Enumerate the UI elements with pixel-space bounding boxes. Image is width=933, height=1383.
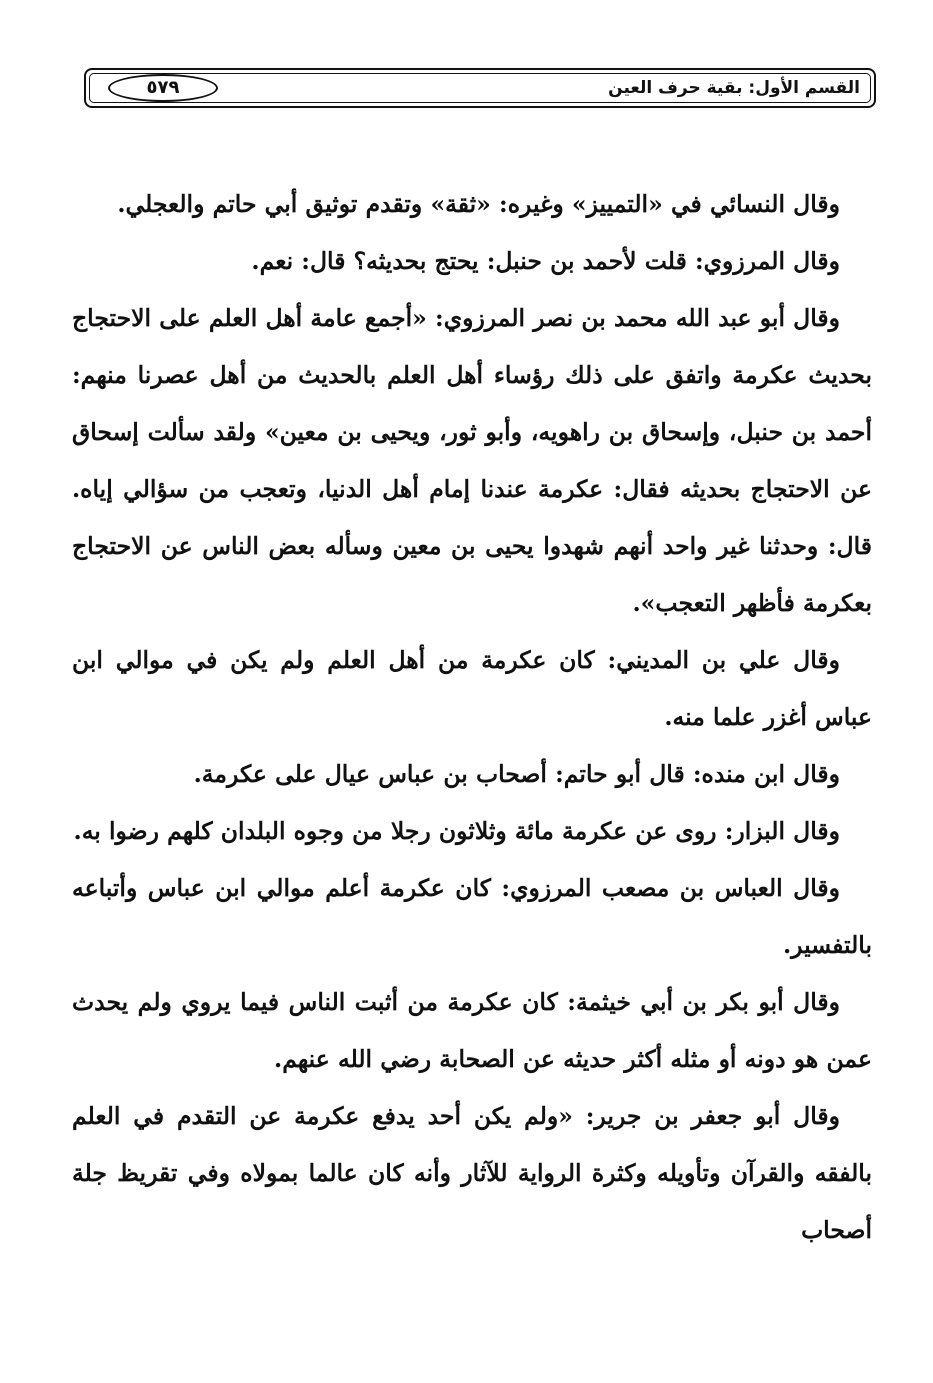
- paragraph-2: وقال المرزوي: قلت لأحمد بن حنبل: يحتج بحديثه؟ قال: نعم.: [251, 247, 840, 275]
- paragraph-6: وقال البزار: روى عن عكرمة مائة وثلاثون رجلا من وجوه البلدان كلهم رضوا به.: [73, 817, 840, 845]
- running-header: [84, 68, 876, 108]
- page-number-badge: ٥٧٩: [108, 74, 218, 102]
- paragraph-8: وقال أبو بكر بن أبي خيثمة: كان عكرمة من أثبت الناس فيما يروي ولم يحدث عمن هو دونه أو مثله أكثر حديثه عن الصحابة رضي الله عنهم.: [72, 988, 872, 1073]
- body-text: [72, 176, 872, 1259]
- header-title: القسم الأول: بقية حرف العين: [608, 78, 860, 98]
- paragraph-3: وقال أبو عبد الله محمد بن نصر المرزوي: «أجمع عامة أهل العلم على الاحتجاج بحديث عكرمة واتفق على ذلك رؤساء أهل العلم بالحديث من أهل عصرنا منهم: أحمد بن حنبل، وإسحاق بن راهويه، وأبو ثور، ويحيى بن معين» ولقد سألت إسحاق عن الاحتجاج بحديثه فقال: عكرمة عندنا إمام أهل الدنيا، وتعجب من سؤالي إياه. قال: وحدثنا غير واحد أنهم شهدوا يحيى بن معين وسأله بعض الناس عن الاحتجاج بعكرمة فأظهر التعجب».: [72, 304, 872, 617]
- paragraph-1: وقال النسائي في «التمييز» وغيره: «ثقة» وتقدم توثيق أبي حاتم والعجلي.: [117, 190, 840, 218]
- paragraph-4: وقال علي بن المديني: كان عكرمة من أهل العلم ولم يكن في موالي ابن عباس أغزر علما منه.: [72, 646, 872, 731]
- paragraph-9: وقال أبو جعفر بن جرير: «ولم يكن أحد يدفع عكرمة عن التقدم في العلم بالفقه والقرآن وتأويله وكثرة الرواية للآثار وأنه كان عالما بمولاه وفي تقريظ جلة أصحاب: [72, 1102, 872, 1244]
- paragraph-5: وقال ابن منده: قال أبو حاتم: أصحاب بن عباس عيال على عكرمة.: [193, 760, 840, 788]
- paragraph-7: وقال العباس بن مصعب المرزوي: كان عكرمة أعلم موالي ابن عباس وأتباعه بالتفسير.: [72, 874, 872, 959]
